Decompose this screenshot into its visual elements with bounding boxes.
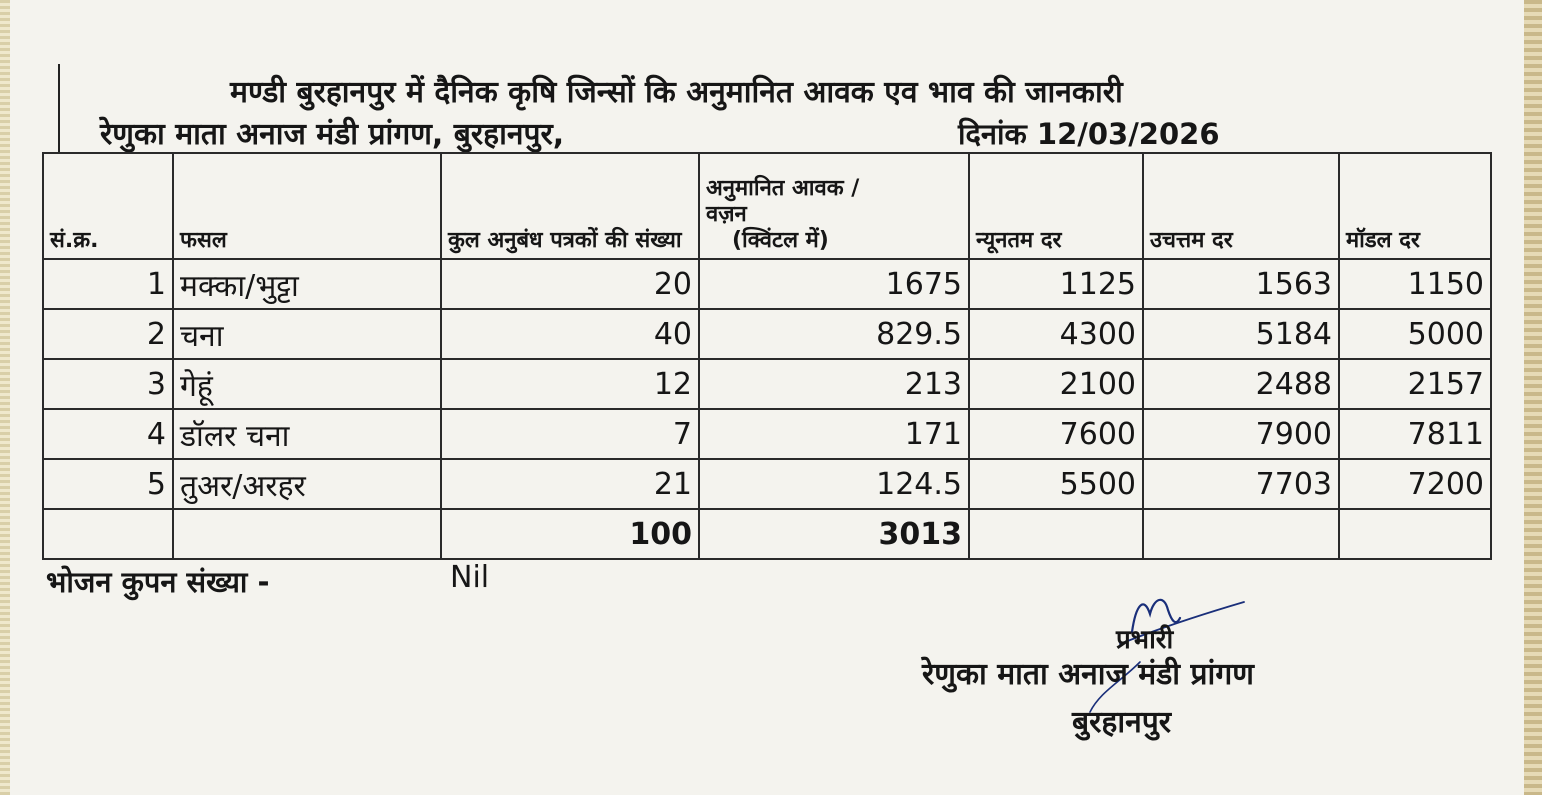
row-modal-rate: 7200: [1339, 459, 1491, 509]
date-value: 12/03/2026: [1036, 117, 1220, 151]
row-crop: चना: [173, 309, 441, 359]
row-crop: तुअर/अरहर: [173, 459, 441, 509]
header-arrival-unit: (क्विंटल में): [732, 228, 829, 253]
header-modal-rate: मॉडल दर: [1339, 153, 1491, 259]
row-sno: 4: [43, 409, 173, 459]
row-min-rate: 4300: [969, 309, 1143, 359]
row-crop: मक्का/भुट्टा: [173, 259, 441, 309]
row-modal-rate: 1150: [1339, 259, 1491, 309]
row-max-rate: 2488: [1143, 359, 1339, 409]
row-max-rate: 1563: [1143, 259, 1339, 309]
header-crop: फसल: [173, 153, 441, 259]
venue-line: रेणुका माता अनाज मंडी प्रांगण, बुरहानपुर,: [100, 117, 565, 152]
row-arrival: 213: [699, 359, 969, 409]
row-crop: गेहूं: [173, 359, 441, 409]
left-border-rule: [58, 64, 60, 152]
table-row: [43, 259, 1491, 309]
signatory-mandi-name: रेणुका माता अनाज मंडी प्रांगण: [922, 657, 1254, 692]
date-label: दिनांक: [958, 117, 1027, 151]
row-contracts: 21: [441, 459, 699, 509]
row-arrival: 829.5: [699, 309, 969, 359]
table-row: [43, 459, 1491, 509]
table-row: [43, 409, 1491, 459]
row-sno: 1: [43, 259, 173, 309]
row-max-rate: 7703: [1143, 459, 1339, 509]
row-max-rate: 7900: [1143, 409, 1339, 459]
date-line: [958, 114, 1220, 153]
header-arrival-line2: वज़न: [706, 202, 747, 227]
total-empty-cell: [173, 509, 441, 559]
paper-edge-right: [1524, 0, 1542, 795]
meal-coupon-label: भोजन कुपन संख्या -: [46, 565, 270, 599]
row-sno: 3: [43, 359, 173, 409]
total-empty-cell: [1143, 509, 1339, 559]
row-arrival: 1675: [699, 259, 969, 309]
row-modal-rate: 5000: [1339, 309, 1491, 359]
totals-row: [43, 509, 1491, 559]
total-empty-cell: [969, 509, 1143, 559]
table-row: [43, 309, 1491, 359]
row-crop: डॉलर चना: [173, 409, 441, 459]
paper-edge-left: [0, 0, 10, 795]
total-empty-cell: [43, 509, 173, 559]
header-sno: सं.क्र.: [43, 153, 173, 259]
header-max-rate: उचत्तम दर: [1143, 153, 1339, 259]
header-contracts: कुल अनुबंध पत्रकों की संख्या: [441, 153, 699, 259]
row-contracts: 40: [441, 309, 699, 359]
row-max-rate: 5184: [1143, 309, 1339, 359]
header-arrival-line1: अनुमानित आवक /: [706, 176, 860, 201]
total-arrival: 3013: [699, 509, 969, 559]
row-min-rate: 2100: [969, 359, 1143, 409]
row-min-rate: 5500: [969, 459, 1143, 509]
document-title: मण्डी बुरहानपुर में दैनिक कृषि जिन्सों कि अनुमानित आवक एव भाव की जानकारी: [230, 75, 1123, 110]
total-empty-cell: [1339, 509, 1491, 559]
table-header-row: [43, 153, 1491, 259]
header-arrival: [699, 153, 969, 259]
in-charge-label: प्रभारी: [1116, 625, 1174, 655]
row-sno: 5: [43, 459, 173, 509]
row-min-rate: 7600: [969, 409, 1143, 459]
row-arrival: 171: [699, 409, 969, 459]
row-modal-rate: 7811: [1339, 409, 1491, 459]
row-min-rate: 1125: [969, 259, 1143, 309]
row-contracts: 7: [441, 409, 699, 459]
table-row: [43, 359, 1491, 409]
row-contracts: 20: [441, 259, 699, 309]
row-sno: 2: [43, 309, 173, 359]
total-contracts: 100: [441, 509, 699, 559]
meal-coupon-value: Nil: [450, 560, 490, 595]
header-min-rate: न्यूनतम दर: [969, 153, 1143, 259]
row-modal-rate: 2157: [1339, 359, 1491, 409]
signatory-city: बुरहानपुर: [1072, 705, 1172, 740]
row-arrival: 124.5: [699, 459, 969, 509]
row-contracts: 12: [441, 359, 699, 409]
arrival-rates-table: [42, 152, 1492, 560]
